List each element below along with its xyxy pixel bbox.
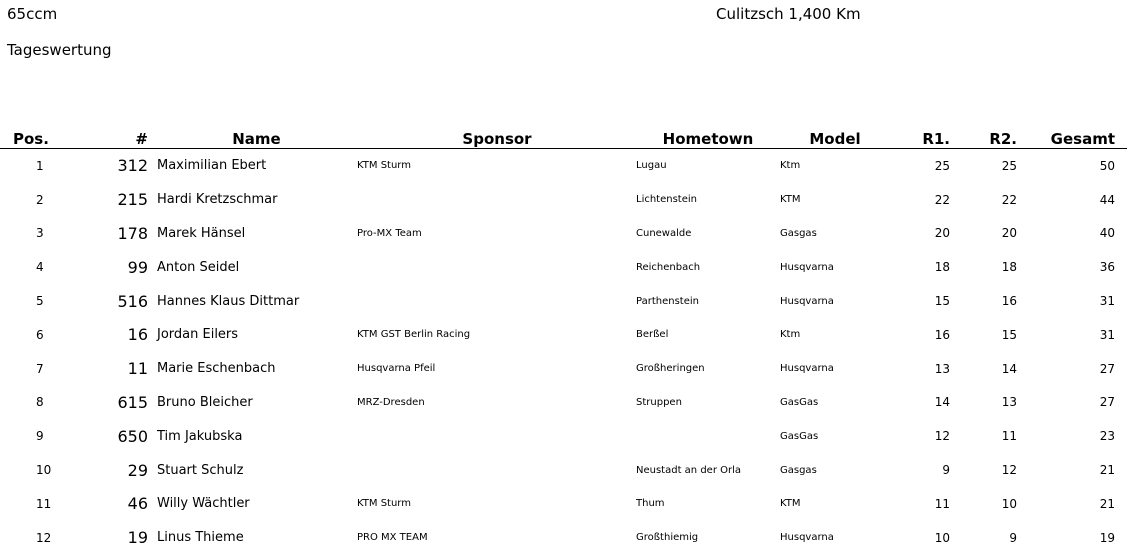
cell-pos: 4 [36, 260, 44, 275]
cell-sponsor: Husqvarna Pfeil [357, 363, 436, 375]
cell-total: 31 [1099, 327, 1115, 342]
cell-number: 19 [127, 528, 148, 548]
col-header-r2: R2. [950, 126, 1021, 149]
cell-name: Hannes Klaus Dittmar [157, 293, 300, 309]
table-row [0, 521, 1127, 555]
table-row [0, 487, 1127, 521]
cell-r1: 18 [934, 260, 950, 275]
cell-hometown [636, 419, 780, 453]
cell-number: 46 [127, 494, 148, 514]
cell-sponsor [357, 250, 636, 284]
cell-model: Husqvarna [780, 532, 834, 544]
cell-sponsor: KTM GST Berlin Racing [357, 329, 471, 341]
cell-name: Linus Thieme [157, 530, 244, 546]
cell-name: Bruno Bleicher [157, 394, 253, 410]
cell-model: Gasgas [780, 227, 817, 239]
cell-r1: 20 [934, 226, 950, 241]
table-row [0, 149, 1127, 183]
class-label: 65ccm [7, 5, 58, 23]
cell-number: 99 [127, 257, 148, 277]
cell-pos: 6 [36, 327, 44, 342]
cell-pos: 8 [36, 395, 44, 410]
cell-total: 50 [1099, 158, 1115, 173]
cell-r1: 12 [934, 429, 950, 444]
cell-r1: 16 [934, 327, 950, 342]
cell-r2: 12 [1001, 463, 1017, 478]
cell-sponsor: KTM Sturm [357, 160, 411, 172]
cell-name: Maximilian Ebert [157, 158, 267, 174]
cell-hometown: Berßel [636, 329, 669, 341]
cell-r2: 10 [1001, 496, 1017, 511]
cell-r2: 20 [1001, 226, 1017, 241]
cell-number: 312 [117, 156, 148, 176]
cell-r1: 22 [934, 192, 950, 207]
cell-sponsor [357, 284, 636, 318]
cell-number: 16 [127, 325, 148, 345]
cell-r1: 14 [934, 395, 950, 410]
col-header-total: Gesamt [1021, 126, 1127, 149]
cell-sponsor: Pro-MX Team [357, 227, 422, 239]
table-row [0, 453, 1127, 487]
cell-hometown: Großthiemig [636, 532, 699, 544]
cell-hometown: Lugau [636, 160, 667, 172]
cell-number: 11 [127, 359, 148, 379]
cell-model: Ktm [780, 329, 801, 341]
cell-r1: 25 [934, 158, 950, 173]
cell-r1: 15 [934, 294, 950, 309]
table-row [0, 250, 1127, 284]
cell-r1: 13 [934, 361, 950, 376]
cell-hometown: Cunewalde [636, 227, 692, 239]
cell-total: 27 [1099, 361, 1115, 376]
col-header-sponsor: Sponsor [357, 126, 636, 149]
table-row [0, 386, 1127, 420]
cell-pos: 11 [36, 496, 52, 511]
cell-r1: 9 [942, 463, 950, 478]
cell-sponsor: PRO MX TEAM [357, 532, 428, 544]
cell-pos: 1 [36, 158, 44, 173]
table-row [0, 352, 1127, 386]
col-header-hometown: Hometown [636, 126, 780, 149]
cell-model: KTM [780, 194, 801, 206]
cell-pos: 9 [36, 429, 44, 444]
cell-name: Marie Eschenbach [157, 361, 276, 377]
cell-r2: 15 [1001, 327, 1017, 342]
cell-sponsor [357, 419, 636, 453]
cell-total: 36 [1099, 260, 1115, 275]
col-header-number: # [93, 126, 152, 149]
cell-model: GasGas [780, 430, 819, 442]
table-row [0, 183, 1127, 217]
cell-sponsor [357, 453, 636, 487]
cell-pos: 12 [36, 530, 52, 545]
cell-name: Stuart Schulz [157, 462, 244, 478]
cell-sponsor [357, 183, 636, 217]
cell-hometown: Struppen [636, 396, 682, 408]
cell-sponsor: MRZ-Dresden [357, 396, 425, 408]
results-body [0, 149, 1127, 555]
cell-pos: 3 [36, 226, 44, 241]
cell-pos: 7 [36, 361, 44, 376]
cell-model: Husqvarna [780, 295, 834, 307]
cell-number: 650 [117, 426, 148, 446]
cell-name: Marek Hänsel [157, 225, 246, 241]
table-header-row [0, 126, 1127, 149]
cell-model: Gasgas [780, 464, 817, 476]
cell-r2: 22 [1001, 192, 1017, 207]
table-row [0, 217, 1127, 251]
cell-total: 21 [1099, 496, 1115, 511]
cell-r1: 11 [934, 496, 950, 511]
cell-hometown: Parthenstein [636, 295, 699, 307]
col-header-pos: Pos. [0, 126, 93, 149]
cell-number: 178 [117, 223, 148, 243]
cell-total: 27 [1099, 395, 1115, 410]
cell-hometown: Großheringen [636, 363, 705, 375]
col-header-r1: R1. [890, 126, 950, 149]
cell-r2: 9 [1009, 530, 1017, 545]
cell-name: Hardi Kretzschmar [157, 192, 278, 208]
table-row [0, 318, 1127, 352]
cell-r2: 18 [1001, 260, 1017, 275]
cell-model: Husqvarna [780, 363, 834, 375]
cell-number: 29 [127, 460, 148, 480]
cell-name: Anton Seidel [157, 259, 240, 275]
cell-model: GasGas [780, 396, 819, 408]
cell-r2: 25 [1001, 158, 1017, 173]
cell-total: 21 [1099, 463, 1115, 478]
cell-pos: 2 [36, 192, 44, 207]
cell-pos: 10 [36, 463, 52, 478]
cell-total: 40 [1099, 226, 1115, 241]
cell-total: 44 [1099, 192, 1115, 207]
cell-total: 19 [1099, 530, 1115, 545]
col-header-name: Name [152, 126, 357, 149]
cell-model: Husqvarna [780, 261, 834, 273]
cell-total: 31 [1099, 294, 1115, 309]
results-table [0, 126, 1127, 555]
event-label: Culitzsch 1,400 Km [716, 5, 861, 23]
cell-name: Tim Jakubska [157, 428, 243, 444]
col-header-model: Model [780, 126, 890, 149]
cell-model: Ktm [780, 160, 801, 172]
cell-hometown: Lichtenstein [636, 194, 697, 206]
table-row [0, 419, 1127, 453]
cell-hometown: Neustadt an der Orla [636, 464, 741, 476]
cell-pos: 5 [36, 294, 44, 309]
table-row [0, 284, 1127, 318]
cell-sponsor: KTM Sturm [357, 498, 411, 510]
cell-r2: 13 [1001, 395, 1017, 410]
cell-name: Willy Wächtler [157, 496, 250, 512]
cell-r2: 14 [1001, 361, 1017, 376]
results-subtitle: Tageswertung [7, 41, 112, 59]
cell-r2: 11 [1001, 429, 1017, 444]
cell-name: Jordan Eilers [157, 327, 239, 343]
cell-number: 615 [117, 392, 148, 412]
cell-total: 23 [1099, 429, 1115, 444]
cell-hometown: Thum [636, 498, 665, 510]
cell-number: 516 [117, 291, 148, 311]
cell-model: KTM [780, 498, 801, 510]
cell-number: 215 [117, 190, 148, 210]
cell-hometown: Reichenbach [636, 261, 701, 273]
cell-r2: 16 [1001, 294, 1017, 309]
cell-r1: 10 [934, 530, 950, 545]
